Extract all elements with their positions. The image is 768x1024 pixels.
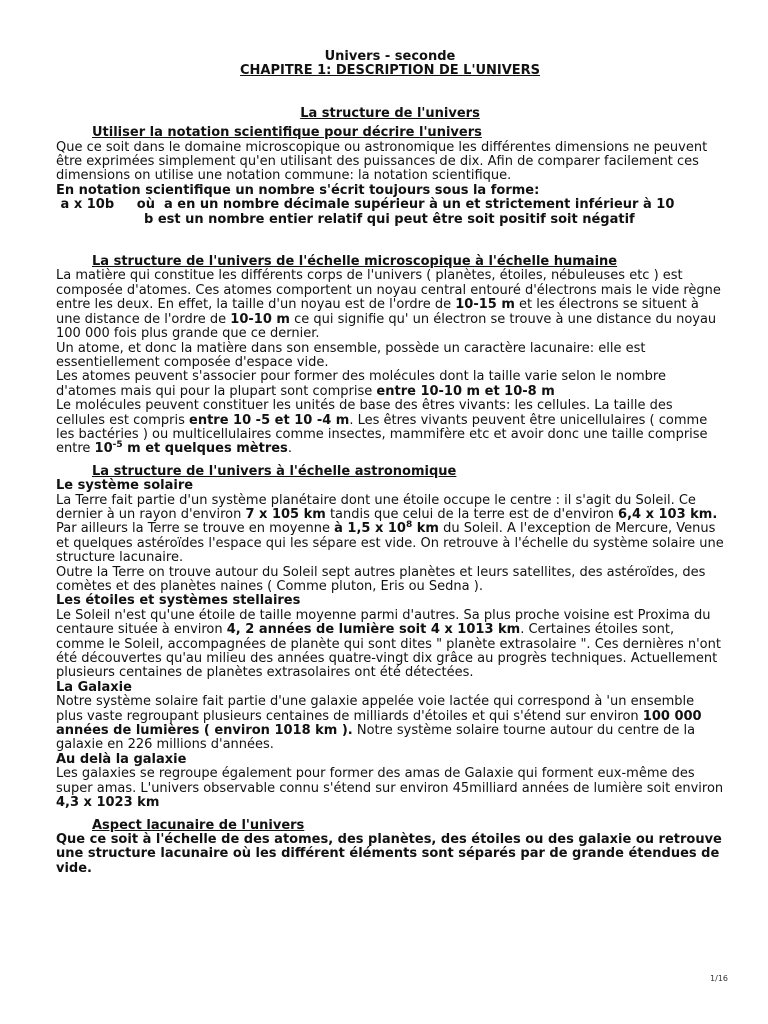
paragraph-notation-rule: En notation scientifique un nombre s'écrit toujours sous la forme:	[56, 182, 540, 198]
formula-line-1: a x 10b où a en un nombre décimale supérieur à un et strictement inférieur à 10	[56, 197, 675, 213]
paragraph-stars: Le Soleil n'est qu'une étoile de taille moyenne parmi d'autres. Sa plus proche voisine est Proxima du centaure située à environ 4, 2 années de lumière soit 4 x 1013 km. Certaines étoiles sont, comme le Soleil, accompagnées de planète qui sont dites " planète extrasolaire ". Ces dernières n'ont été découvertes qu'au milieu des années quatre-vingt dix grâce au progrès techniques. Actuellement plusieurs centaines de planètes extrasolaires ont été détectées.	[56, 607, 721, 681]
section-title: La structure de l'univers	[300, 105, 480, 121]
paragraph-notation-intro: Que ce soit dans le domaine microscopique ou astronomique les différentes dimensions ne peuvent être exprimées simplement qu'en utilisant des puissances de dix. Afin de comparer facilement ces dimensions on utilise une notation commune: la notation scientifique.	[56, 139, 708, 184]
chapter-title: CHAPITRE 1: DESCRIPTION DE L'UNIVERS	[239, 63, 541, 79]
paragraph-cells: Le molécules peuvent constituer les unités de base des êtres vivants: les cellules. La taille des cellules est compris entre 10 -5 et 10 -4 m. Les êtres vivants peuvent être unicellulaires ( comme les bactéries ) ou multicellulaires comme insectes, mammifère etc et avoir donc une taille comprise entre $10^{-5}$ m et quelques mètres.	[56, 398, 708, 457]
subheading-beyond-galaxy: Au delà la galaxie	[56, 751, 187, 767]
section-heading-notation: Utiliser la notation scientifique pour décrire l'univers	[92, 125, 482, 141]
paragraph-lacunaire: Un atome, et donc la matière dans son ensemble, possède un caractère lacunaire: elle est essentiellement composée d'espace vide.	[56, 340, 646, 370]
page-number: 1/16	[710, 974, 728, 983]
subheading-galaxy: La Galaxie	[56, 679, 132, 695]
document-title: Univers - seconde	[324, 49, 456, 64]
paragraph-planets: Outre la Terre on trouve autour du Soleil sept autres planètes et leurs satellites, des astéroïdes, des comètes et des planètes naines ( Comme pluton, Eris ou Sedna ).	[56, 564, 706, 594]
section-heading-astronomical: La structure de l'univers à l'échelle astronomique	[92, 463, 457, 479]
paragraph-solar-system: La Terre fait partie d'un système planétaire dont une étoile occupe le centre : il s'agit du Soleil. Ce dernier à un rayon d'environ 7 x 105 km tandis que celui de la terre est de d'environ 6,4 x 103 km. Par ailleurs la Terre se trouve en moyenne à 1,5 x $10^8$ km du Soleil. A l'exception de Mercure, Venus et quelques astéroïdes l'espace qui les sépare est vide. On retrouve à l'échelle du système solaire une structure lacunaire.	[56, 492, 724, 566]
formula-line-2: b est un nombre entier relatif qui peut être soit positif soit négatif	[144, 211, 635, 227]
subheading-stars: Les étoiles et systèmes stellaires	[56, 593, 301, 609]
paragraph-galaxy: Notre système solaire fait partie d'une galaxie appelée voie lactée qui correspond à 'un ensemble plus vaste regroupant plusieurs centaines de milliards d'étoiles et qui s'étend sur environ 100 000 années de lumières ( environ 1018 km ). Notre système solaire tourne autour du centre de la galaxie en 226 millions d'années.	[56, 694, 702, 753]
section-heading-microscopic: La structure de l'univers de l'échelle microscopique à l'échelle humaine	[92, 254, 618, 270]
paragraph-beyond-galaxy: Les galaxies se regroupe également pour former des amas de Galaxie qui forment eux-même des super amas. L'univers observable connu s'étend sur environ 45milliard années de lumière soit environ 4,3 x 1023 km	[56, 766, 724, 811]
paragraph-conclusion: Que ce soit à l'échelle de des atomes, des planètes, des étoiles ou des galaxie ou retrouve une structure lacunaire où les différent éléments sont séparés par de grande étendues de vide.	[56, 831, 722, 876]
document-page	[56, 50, 724, 876]
paragraph-atoms: La matière qui constitue les différents corps de l'univers ( planètes, étoiles, nébuleuses etc ) est composée d'atomes. Ces atomes comportent un noyau central entouré d'électrons mais le vide règne entre les deux. En effet, la taille d'un noyau est de l'ordre de 10-15 m et les électrons se situent à une distance de l'ordre de 10-10 m ce qui signifie qu' un électron se trouve à une distance du noyau 100 000 fois plus grande que ce dernier.	[56, 268, 721, 342]
section-heading-lacunaire: Aspect lacunaire de l'univers	[92, 817, 305, 833]
paragraph-molecules: Les atomes peuvent s'associer pour former des molécules dont la taille varie selon le nombre d'atomes mais qui pour la plupart sont comprise entre 10-10 m et 10-8 m	[56, 369, 666, 399]
subheading-solar-system: Le système solaire	[56, 478, 194, 494]
